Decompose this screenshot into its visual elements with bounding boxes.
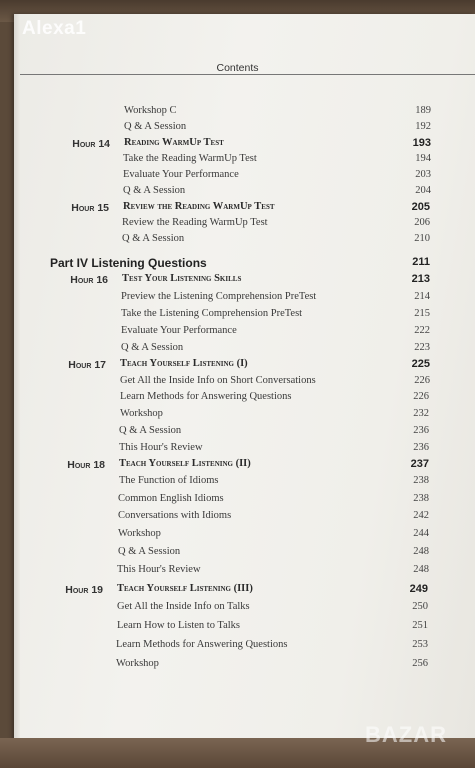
toc-part-row (0, 256, 475, 272)
toc-entry-row (0, 620, 475, 636)
hour-title: Reading WarmUp Test (124, 137, 224, 148)
toc-entry-row (0, 475, 475, 491)
page-number: 238 (413, 493, 429, 504)
section-title: This Hour's Review (119, 442, 203, 453)
toc-hour-row (0, 273, 475, 289)
toc-entry-row (0, 153, 475, 169)
section-title: Conversations with Idioms (118, 510, 232, 521)
toc-entry-row (0, 217, 475, 233)
toc-hour-row (0, 201, 475, 217)
page-number: 249 (409, 583, 428, 595)
toc-entry-row (0, 564, 475, 580)
header-rule (20, 74, 475, 75)
page-number: 242 (413, 510, 429, 521)
toc-entry-row (0, 510, 475, 526)
page-number: 193 (412, 137, 431, 149)
section-title: Take the Reading WarmUp Test (123, 153, 257, 164)
section-title: Workshop C (124, 105, 177, 116)
section-title: Q & A Session (121, 342, 184, 353)
page-number: 226 (414, 375, 430, 386)
section-title: Take the Listening Comprehension PreTest (121, 308, 303, 319)
toc-hour-row (0, 358, 475, 374)
page-number: 248 (413, 546, 429, 557)
page-number: 211 (412, 256, 430, 268)
toc-entry-row (0, 233, 475, 249)
hour-title: Teach Yourself Listening (I) (120, 358, 248, 369)
page-number: 223 (414, 342, 430, 353)
page-number: 206 (414, 217, 430, 228)
page-number: 213 (411, 273, 430, 285)
page-number: 205 (411, 201, 430, 213)
watermark-top: Alexa1 (22, 18, 87, 39)
section-title: Get All the Inside Info on Short Conversations (120, 375, 316, 386)
section-title: Q & A Session (122, 233, 185, 244)
page-number: 236 (413, 442, 429, 453)
page-number: 256 (412, 658, 428, 669)
page-number: 253 (412, 639, 428, 650)
hour-title: Test Your Listening Skills (122, 273, 242, 284)
toc-entry-row (0, 121, 475, 137)
page-number: 251 (412, 620, 428, 631)
page-number: 192 (415, 121, 431, 132)
page-number: 232 (413, 408, 429, 419)
watermark-bottom: BAZAR (365, 722, 447, 747)
toc-entry-row (0, 105, 475, 121)
hour-label: Hour 18 (67, 459, 105, 471)
toc-entry-row (0, 342, 475, 358)
page-number: 189 (415, 105, 431, 116)
running-head: Contents (216, 62, 259, 74)
toc-entry-row (0, 425, 475, 441)
toc-entry-row (0, 442, 475, 458)
page-number: 214 (414, 291, 430, 302)
section-title: Q & A Session (119, 425, 182, 436)
hour-label: Hour 14 (72, 138, 110, 150)
page-number: 250 (412, 601, 428, 612)
section-title: Learn Methods for Answering Questions (120, 391, 292, 402)
section-title: Evaluate Your Performance (121, 325, 237, 336)
page-number: 237 (410, 458, 429, 470)
page-number: 203 (415, 169, 431, 180)
toc-entry-row (0, 601, 475, 617)
section-title: Preview the Listening Comprehension PreTest (121, 291, 317, 302)
section-title: Q & A Session (124, 121, 187, 132)
section-title: Q & A Session (118, 546, 181, 557)
hour-title: Teach Yourself Listening (III) (117, 583, 253, 594)
section-title: Workshop (120, 408, 163, 419)
section-title: This Hour's Review (117, 564, 201, 575)
page-number: 244 (413, 528, 429, 539)
page-number: 215 (414, 308, 430, 319)
hour-title: Teach Yourself Listening (II) (119, 458, 251, 469)
toc-entry-row (0, 185, 475, 201)
page-number: 248 (413, 564, 429, 575)
hour-label: Hour 17 (68, 359, 106, 371)
section-title: Learn How to Listen to Talks (117, 620, 241, 631)
toc-hour-row (0, 458, 475, 474)
section-title: The Function of Idioms (119, 475, 219, 486)
toc-hour-row (0, 583, 475, 599)
page-number: 225 (411, 358, 430, 370)
toc-entry-row (0, 375, 475, 391)
section-title: Workshop (118, 528, 161, 539)
toc-hour-row (0, 137, 475, 153)
toc-entry-row (0, 391, 475, 407)
toc-entry-row (0, 308, 475, 324)
page-number: 226 (413, 391, 429, 402)
hour-title: Review the Reading WarmUp Test (123, 201, 275, 212)
section-title: Get All the Inside Info on Talks (117, 601, 250, 612)
toc-entry-row (0, 169, 475, 185)
toc-entry-row (0, 408, 475, 424)
section-title: Learn Methods for Answering Questions (116, 639, 288, 650)
section-title: Q & A Session (123, 185, 186, 196)
hour-label: Hour 19 (65, 584, 103, 596)
page-number: 222 (414, 325, 430, 336)
toc-entry-row (0, 291, 475, 307)
section-title: Evaluate Your Performance (123, 169, 239, 180)
page-number: 210 (414, 233, 430, 244)
part-title: Part IV Listening Questions (50, 256, 207, 270)
toc-entry-row (0, 528, 475, 544)
page-number: 236 (413, 425, 429, 436)
hour-label: Hour 16 (70, 274, 108, 286)
page-number: 238 (413, 475, 429, 486)
section-title: Review the Reading WarmUp Test (122, 217, 268, 228)
section-title: Workshop (116, 658, 159, 669)
toc-entry-row (0, 658, 475, 674)
toc-entry-row (0, 546, 475, 562)
page-number: 194 (415, 153, 431, 164)
toc-entry-row (0, 325, 475, 341)
toc-entry-row (0, 639, 475, 655)
toc-entry-row (0, 493, 475, 509)
section-title: Common English Idioms (118, 493, 224, 504)
hour-label: Hour 15 (71, 202, 109, 214)
page-number: 204 (415, 185, 431, 196)
